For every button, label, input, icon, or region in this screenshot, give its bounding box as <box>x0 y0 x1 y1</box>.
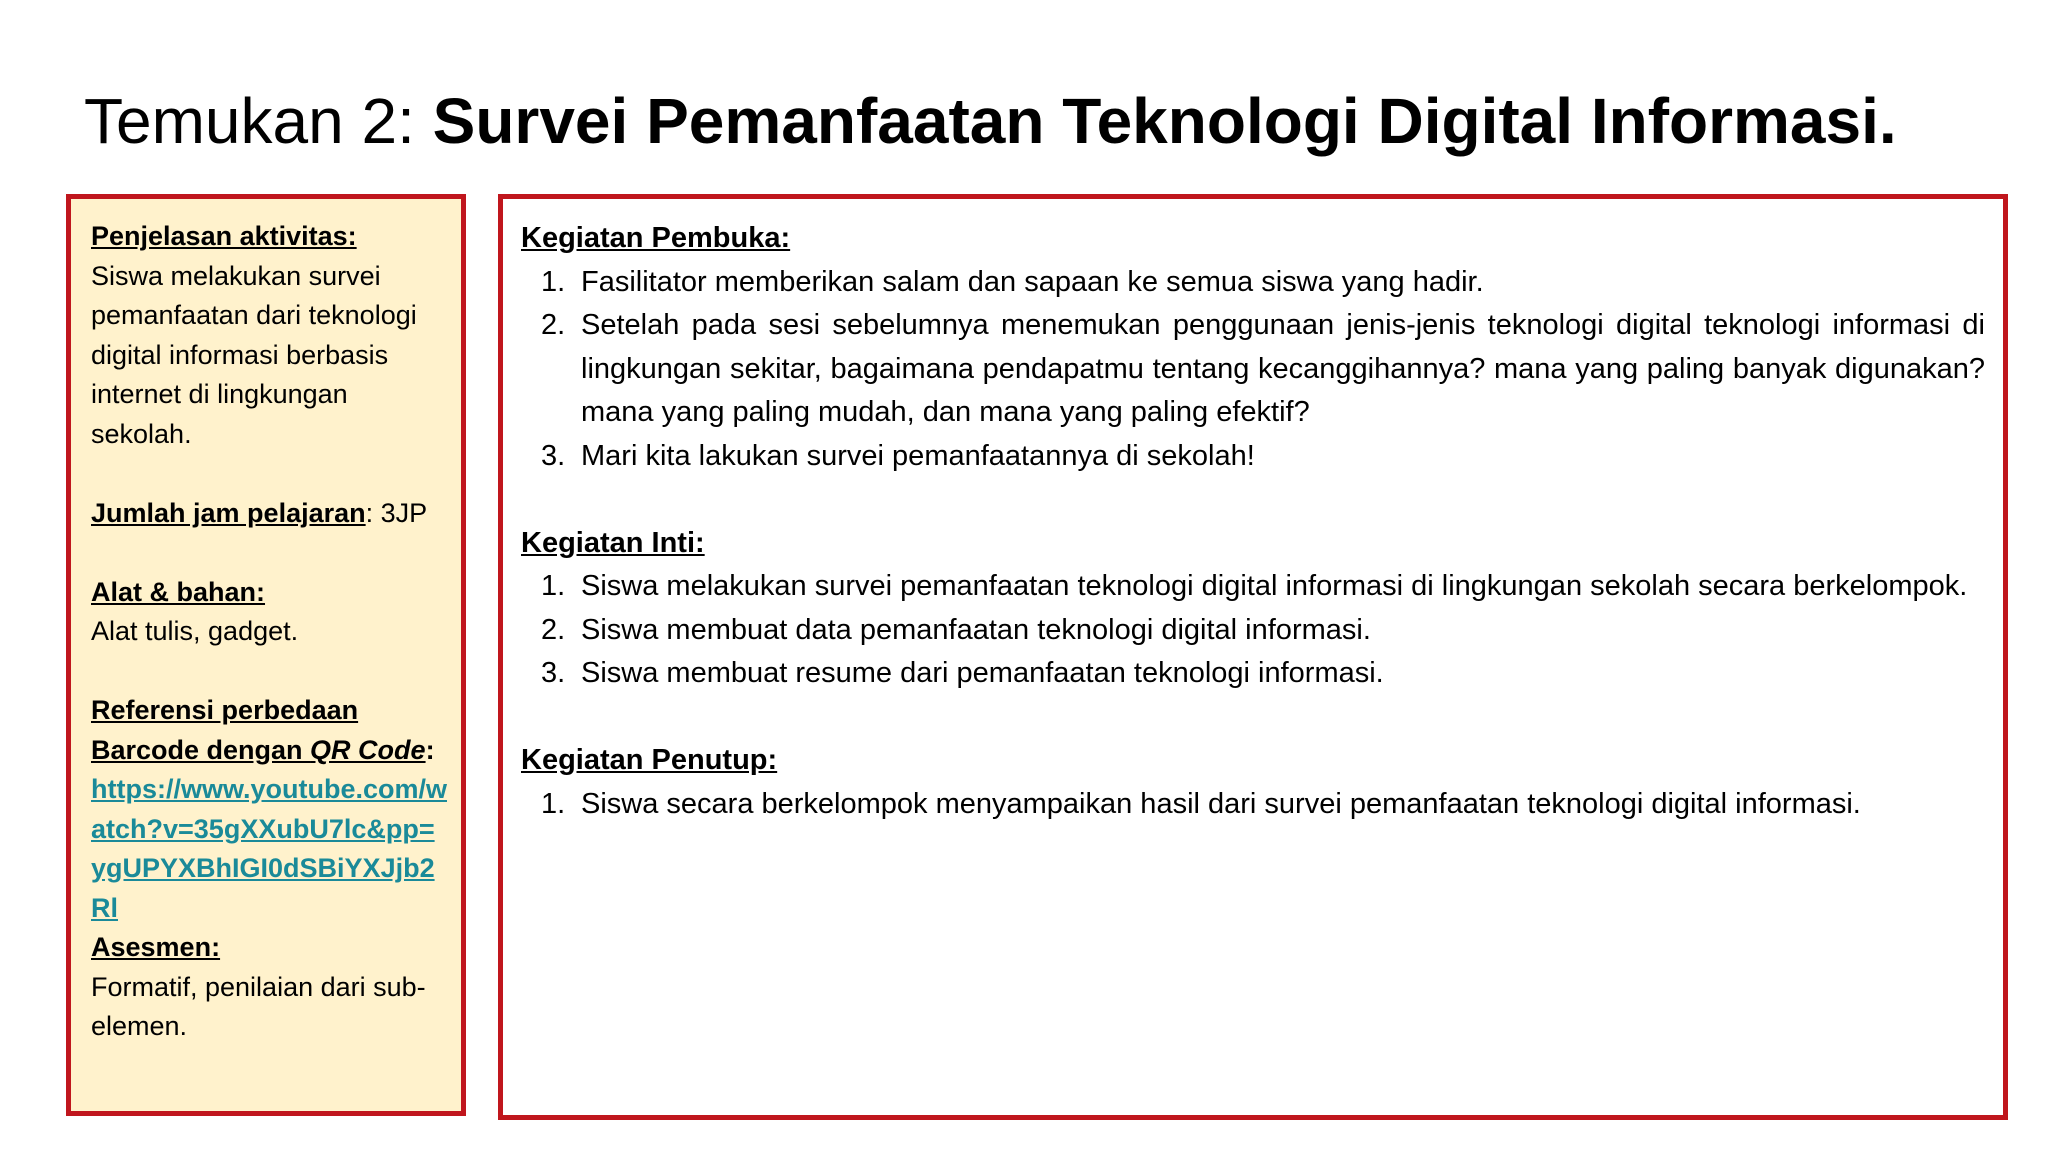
assessment-text: Formatif, penilaian dari sub-elemen. <box>91 971 426 1041</box>
list-item-text: Mari kita lakukan survei pemanfaatannya di sekolah! <box>581 439 1255 472</box>
closing-heading: Kegiatan Penutup: <box>521 744 778 776</box>
list-item: 1. Siswa melakukan survei pemanfaatan teknologi digital informasi di lingkungan sekolah secara berkelompok. <box>521 565 1985 609</box>
core-heading: Kegiatan Inti: <box>521 526 705 559</box>
closing-list <box>521 783 1985 827</box>
list-item: 1. Siswa secara berkelompok menyampaikan hasil dari survei pemanfaatan teknologi digital informasi. <box>521 783 1985 827</box>
spacer <box>521 478 1985 522</box>
title-prefix: Temukan 2: <box>84 85 433 157</box>
core-list <box>521 565 1985 696</box>
list-item-text: Siswa melakukan survei pemanfaatan teknologi digital informasi di lingkungan sekolah secara berkelompok. <box>581 570 1968 602</box>
list-item-text: Siswa membuat resume dari pemanfaatan teknologi informasi. <box>581 657 1384 689</box>
list-item-text: Fasilitator memberikan salam dan sapaan ke semua siswa yang hadir. <box>581 265 1484 298</box>
activity-heading: Penjelasan aktivitas: <box>91 221 357 251</box>
hours-label: Jumlah jam pelajaran <box>91 497 366 528</box>
slide-title <box>84 78 1897 164</box>
tools-text: Alat tulis, gadget. <box>91 616 299 646</box>
reference-heading-colon: : <box>425 734 435 765</box>
reference-heading-italic: QR Code <box>310 734 426 765</box>
opening-heading: Kegiatan Pembuka: <box>521 222 791 254</box>
activity-info-panel <box>66 194 466 1116</box>
spacer <box>91 652 449 692</box>
spacer <box>91 454 449 494</box>
list-item-text: Setelah pada sesi sebelumnya menemukan penggunaan jenis-jenis teknologi digital teknologi informasi di lingkungan sekitar, bagaimana pendapatmu tentang kecanggihannya? mana yang paling banyak digunakan? mana yang paling mudah, dan mana yang paling efektif? <box>581 309 1985 428</box>
list-item-text: Siswa membuat data pemanfaatan teknologi digital informasi. <box>581 613 1371 646</box>
list-item-text: Siswa secara berkelompok menyampaikan hasil dari survei pemanfaatan teknologi digital informasi. <box>581 787 1861 820</box>
list-item: 1. Fasilitator memberikan salam dan sapaan ke semua siswa yang hadir. <box>521 261 1985 305</box>
tools-heading: Alat & bahan: <box>91 576 266 607</box>
list-item: 2. Siswa membuat data pemanfaatan teknologi digital informasi. <box>521 609 1985 653</box>
opening-list <box>521 261 1985 479</box>
activity-text: Siswa melakukan survei pemanfaatan dari teknologi digital informasi berbasis internet di lingkungan sekolah. <box>91 260 417 449</box>
list-item: 2. Setelah pada sesi sebelumnya menemukan penggunaan jenis-jenis teknologi digital teknologi informasi di lingkungan sekitar, bagaimana pendapatmu tentang kecanggihannya? mana yang paling banyak digunakan? mana yang paling mudah, dan mana yang paling efektif? <box>521 304 1985 435</box>
reference-heading <box>91 691 449 770</box>
spacer <box>91 533 449 573</box>
assessment-heading: Asesmen: <box>91 932 221 962</box>
spacer <box>521 696 1985 740</box>
reference-link[interactable]: https://www.youtube.com/watch?v=35gXXubU7lc&pp=ygUPYXBhIGI0dSBiYXJjb2Rl <box>91 774 447 923</box>
reference-heading-text: Referensi perbedaan Barcode dengan <box>91 695 359 765</box>
hours-value: : 3JP <box>365 497 428 528</box>
title-main: Survei Pemanfaatan Teknologi Digital Informasi. <box>432 85 1897 157</box>
list-item: 3. Mari kita lakukan survei pemanfaatannya di sekolah! <box>521 435 1985 479</box>
list-item: 3. Siswa membuat resume dari pemanfaatan teknologi informasi. <box>521 652 1985 696</box>
activity-steps-panel <box>498 194 2008 1120</box>
hours-line <box>91 494 449 534</box>
